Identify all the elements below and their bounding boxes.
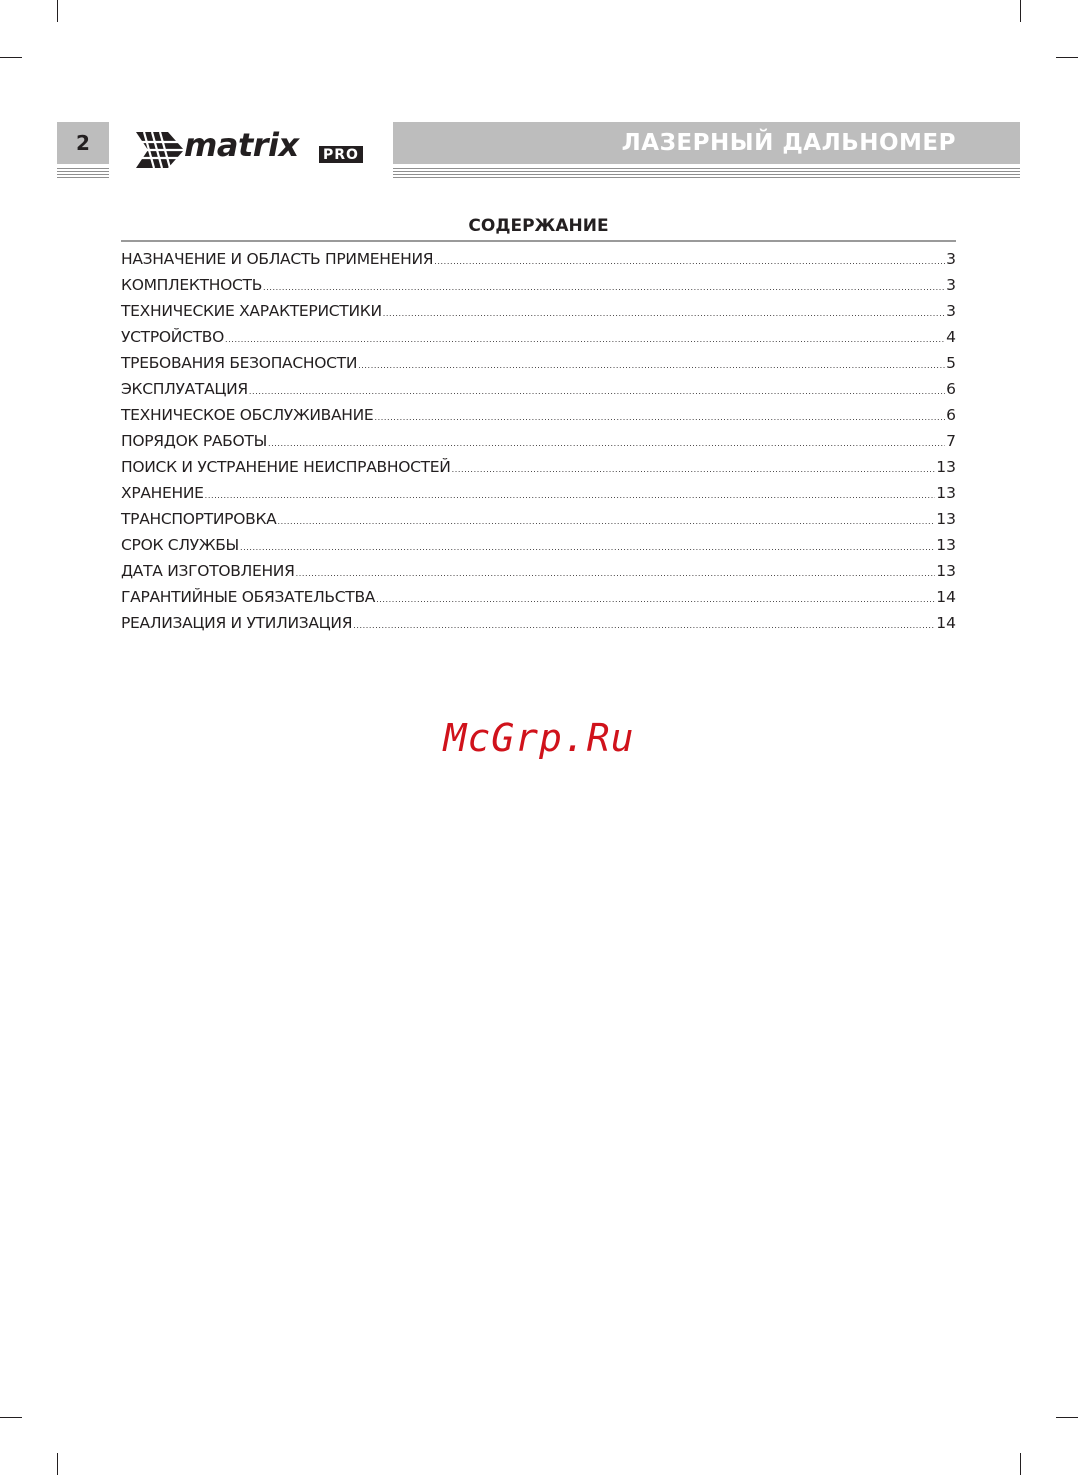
toc-item-label: ГАРАНТИЙНЫЕ ОБЯЗАТЕЛЬСТВА xyxy=(121,588,376,606)
toc-item-label: КОМПЛЕКТНОСТЬ xyxy=(121,276,263,294)
title-bar xyxy=(393,122,1020,164)
toc-item-page: 13 xyxy=(936,458,956,476)
toc-item-page: 3 xyxy=(946,276,956,294)
toc-item-page: 14 xyxy=(936,588,956,606)
toc-list xyxy=(121,250,956,640)
crop-mark xyxy=(1020,1453,1021,1475)
toc-item[interactable] xyxy=(121,354,956,380)
toc-item-page: 5 xyxy=(946,354,956,372)
page-number-text: 2 xyxy=(76,131,90,155)
toc-item[interactable] xyxy=(121,536,956,562)
toc-leader-dots xyxy=(225,335,945,344)
toc-leader-dots xyxy=(452,465,936,474)
crop-mark xyxy=(1056,1417,1078,1418)
toc-item[interactable] xyxy=(121,458,956,484)
crop-mark xyxy=(0,1417,22,1418)
toc-item-label: ТРЕБОВАНИЯ БЕЗОПАСНОСТИ xyxy=(121,354,358,372)
toc-item-label: ТЕХНИЧЕСКИЕ ХАРАКТЕРИСТИКИ xyxy=(121,302,382,320)
toc-item-label: ХРАНЕНИЕ xyxy=(121,484,204,502)
toc-leader-dots xyxy=(268,439,945,448)
toc-leader-dots xyxy=(249,387,945,396)
toc-item-page: 3 xyxy=(946,302,956,320)
toc-item-page: 14 xyxy=(936,614,956,632)
crop-mark xyxy=(57,1453,58,1475)
toc-leader-dots xyxy=(383,309,945,318)
toc-item-label: НАЗНАЧЕНИЕ И ОБЛАСТЬ ПРИМЕНЕНИЯ xyxy=(121,250,434,268)
toc-item[interactable] xyxy=(121,588,956,614)
toc-item-label: УСТРОЙСТВО xyxy=(121,328,225,346)
toc-item-page: 13 xyxy=(936,562,956,580)
toc-leader-dots xyxy=(374,413,945,422)
brand-badge: PRO xyxy=(319,146,363,163)
toc-item-label: ЭКСПЛУАТАЦИЯ xyxy=(121,380,248,398)
toc-leader-dots xyxy=(358,361,945,370)
toc-item-label: СРОК СЛУЖБЫ xyxy=(121,536,239,554)
brand-wordmark: matrix xyxy=(184,126,299,164)
header-stripes-right xyxy=(393,168,1020,180)
toc-item-page: 6 xyxy=(946,380,956,398)
toc-item-label: ПОИСК И УСТРАНЕНИЕ НЕИСПРАВНОСТЕЙ xyxy=(121,458,451,476)
toc-item[interactable] xyxy=(121,276,956,302)
crop-mark xyxy=(1056,57,1078,58)
toc-item[interactable] xyxy=(121,328,956,354)
toc-leader-dots xyxy=(277,517,935,526)
page-number xyxy=(57,122,109,164)
toc-divider xyxy=(121,240,956,242)
toc-leader-dots xyxy=(376,595,935,604)
toc-item[interactable] xyxy=(121,302,956,328)
toc-leader-dots xyxy=(296,569,936,578)
toc-leader-dots xyxy=(263,283,945,292)
toc-leader-dots xyxy=(434,257,945,266)
toc-item-page: 13 xyxy=(936,536,956,554)
toc-item-label: ТЕХНИЧЕСКОЕ ОБСЛУЖИВАНИЕ xyxy=(121,406,374,424)
toc-item-page: 13 xyxy=(936,484,956,502)
toc-item[interactable] xyxy=(121,432,956,458)
toc-item-page: 6 xyxy=(946,406,956,424)
toc-item-label: ДАТА ИЗГОТОВЛЕНИЯ xyxy=(121,562,295,580)
toc-item-label: ТРАНСПОРТИРОВКА xyxy=(121,510,277,528)
toc-heading: СОДЕРЖАНИЕ xyxy=(468,216,609,236)
toc-item[interactable] xyxy=(121,562,956,588)
grid-logo-icon xyxy=(128,128,186,172)
toc-item[interactable] xyxy=(121,614,956,640)
toc-leader-dots xyxy=(205,491,936,500)
toc-item-page: 3 xyxy=(946,250,956,268)
crop-mark xyxy=(57,0,58,22)
document-title: ЛАЗЕРНЫЙ ДАЛЬНОМЕР xyxy=(621,130,956,156)
crop-mark xyxy=(1020,0,1021,22)
toc-item[interactable] xyxy=(121,510,956,536)
toc-item-page: 4 xyxy=(946,328,956,346)
crop-mark xyxy=(0,57,22,58)
toc-item-label: РЕАЛИЗАЦИЯ И УТИЛИЗАЦИЯ xyxy=(121,614,353,632)
toc-item-label: ПОРЯДОК РАБОТЫ xyxy=(121,432,267,450)
toc-leader-dots xyxy=(353,621,935,630)
toc-item[interactable] xyxy=(121,250,956,276)
toc-item-page: 7 xyxy=(946,432,956,450)
brand-logo xyxy=(128,126,378,174)
header-stripes-left xyxy=(57,168,109,180)
watermark: McGrp.Ru xyxy=(443,716,635,760)
toc-item[interactable] xyxy=(121,406,956,432)
toc-item[interactable] xyxy=(121,380,956,406)
toc-item-page: 13 xyxy=(936,510,956,528)
toc-leader-dots xyxy=(240,543,935,552)
toc-item[interactable] xyxy=(121,484,956,510)
